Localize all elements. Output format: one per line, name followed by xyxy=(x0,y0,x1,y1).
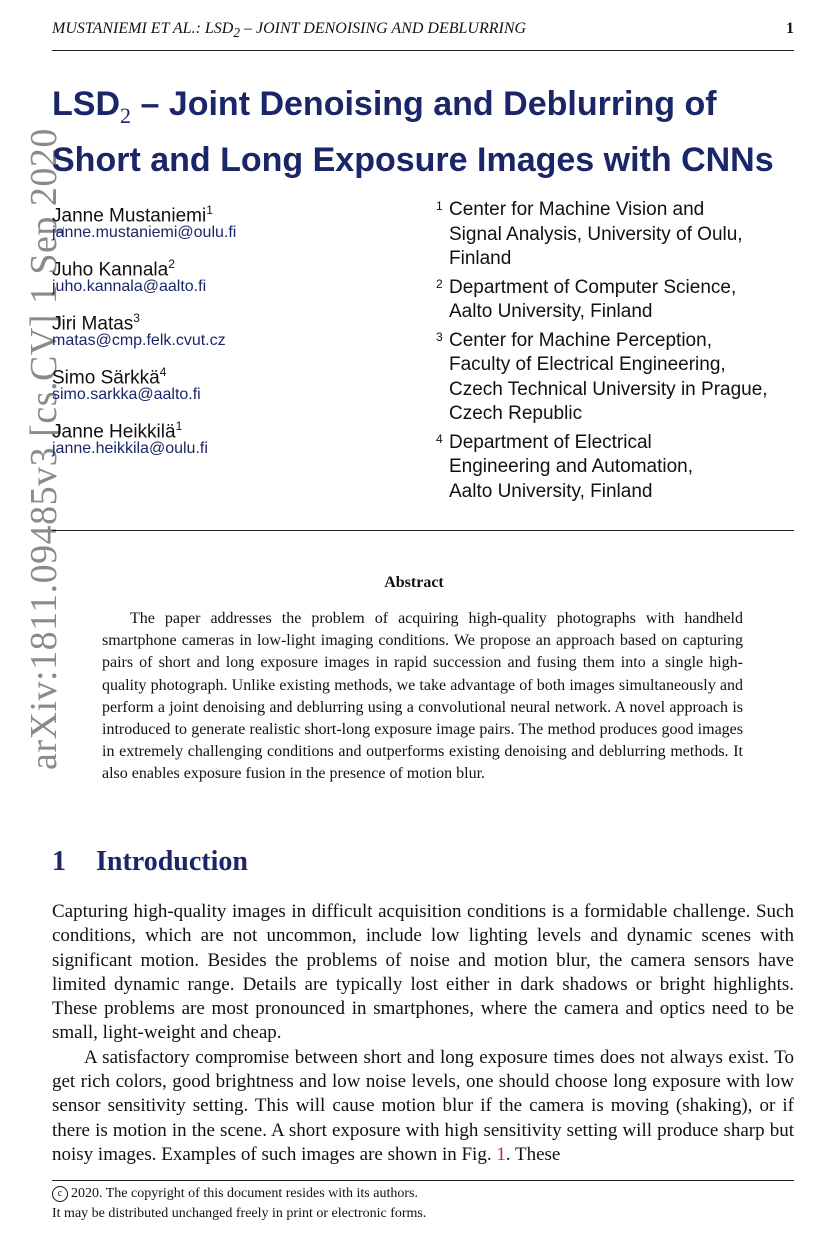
paragraph: A satisfactory compromise between short and long exposure times does not always exist. To get rich colors, good brightness and low noise levels, one should choose long exposure with low sensor sensitivity setting. This will cause motion blur if the camera is moving (shaking), or if there is motion in the scene. A short exposure with high sensitivity setting will produce sharp but noisy images. Examples of such images are shown in Fig. 1. These xyxy=(52,1046,794,1165)
author xyxy=(52,414,412,468)
header-rule xyxy=(52,50,794,51)
author-email-link[interactable]: janne.mustaniemi@oulu.fi xyxy=(52,224,237,241)
affiliation: 2 Department of Computer Science, Aalto University, Finland xyxy=(436,276,737,322)
title-block-rule xyxy=(52,530,794,531)
author-email-link[interactable]: matas@cmp.felk.cvut.cz xyxy=(52,332,226,349)
author-name: Janne Mustaniemi$^1$ xyxy=(52,203,213,227)
title-line-2: Short and Long Exposure Images with CNNs xyxy=(52,140,774,179)
author-email-link[interactable]: juho.kannala@aalto.fi xyxy=(52,278,207,295)
author xyxy=(52,252,412,306)
figure-reference-link[interactable]: 1 xyxy=(496,1143,506,1165)
affiliation: 1 Center for Machine Vision and Signal Analysis, University of Oulu, Finland xyxy=(436,199,743,269)
author xyxy=(52,360,412,414)
footer xyxy=(52,1184,794,1224)
author-list xyxy=(52,198,412,468)
page-number: 1 xyxy=(786,20,794,37)
author-email-link[interactable]: simo.sarkka@aalto.fi xyxy=(52,386,201,403)
affiliation: 3 Center for Machine Perception, Faculty of Electrical Engineering, Czech Technical University in Prague, Czech Republic xyxy=(436,329,768,424)
author-email-link[interactable]: janne.heikkila@oulu.fi xyxy=(52,440,208,457)
copyright-line: c 2020. The copyright of this document resides with its authors. xyxy=(52,1184,794,1204)
author xyxy=(52,306,412,360)
author xyxy=(52,198,412,252)
affiliation-list xyxy=(436,198,806,508)
body-text xyxy=(52,900,794,1167)
author-name: Simo Särkkä$^4$ xyxy=(52,365,167,389)
section-heading xyxy=(52,846,248,878)
distribution-line: It may be distributed unchanged freely in print or electronic forms. xyxy=(52,1206,427,1221)
running-title: MUSTANIEMI ET AL.: $LSD_2$ – JOINT DENOISING AND DEBLURRING xyxy=(52,20,527,41)
arxiv-stamp: arXiv:1811.09485v3 [cs.CV] 1 Sep 2020 xyxy=(23,128,65,770)
running-header xyxy=(52,20,794,41)
abstract-heading: Abstract xyxy=(384,574,444,591)
author-name: Janne Heikkilä$^1$ xyxy=(52,419,183,443)
author-name: Jiri Matas$^3$ xyxy=(52,311,140,335)
title-line-1: $LSD_2$ – Joint Denoising and Deblurring of xyxy=(52,85,717,128)
paragraph: Capturing high-quality images in difficult acquisition conditions is a formidable challenge. Such conditions, which are not uncommon, include low lighting levels and dynamic scenes with significant motion. Besides the problems of noise and motion blur, the camera sensors have limited dynamic range. Details are typically lost either in dark shadows or bright highlights. These problems are most pronounced in smartphones, where the camera and optics need to be small, light-weight and cheap. xyxy=(52,901,794,1044)
affiliation: 4 Department of Electrical Engineering and Automation, Aalto University, Finland xyxy=(436,431,694,502)
abstract-text: The paper addresses the problem of acquiring high-quality photographs with handheld smartphone cameras in low-light imaging conditions. We propose an approach based on capturing pairs of short and long exposure images in rapid succession and fusing them into a single high-quality photograph. Unlike existing methods, we take advantage of both images simultaneously and perform a joint denoising and deblurring using a convolutional neural network. A novel approach is introduced to generate realistic short-long exposure image pairs. The method produces good images in extremely challenging conditions and outperforms existing denoising and deblurring methods. It also enables exposure fusion in the presence of motion blur. xyxy=(102,610,743,783)
section-title: Introduction xyxy=(96,846,248,877)
section-number: 1 xyxy=(52,846,66,877)
paper-title xyxy=(52,82,812,183)
footer-rule xyxy=(52,1180,794,1181)
copyright-icon: c xyxy=(52,1186,68,1202)
author-name: Juho Kannala$^2$ xyxy=(52,257,175,281)
